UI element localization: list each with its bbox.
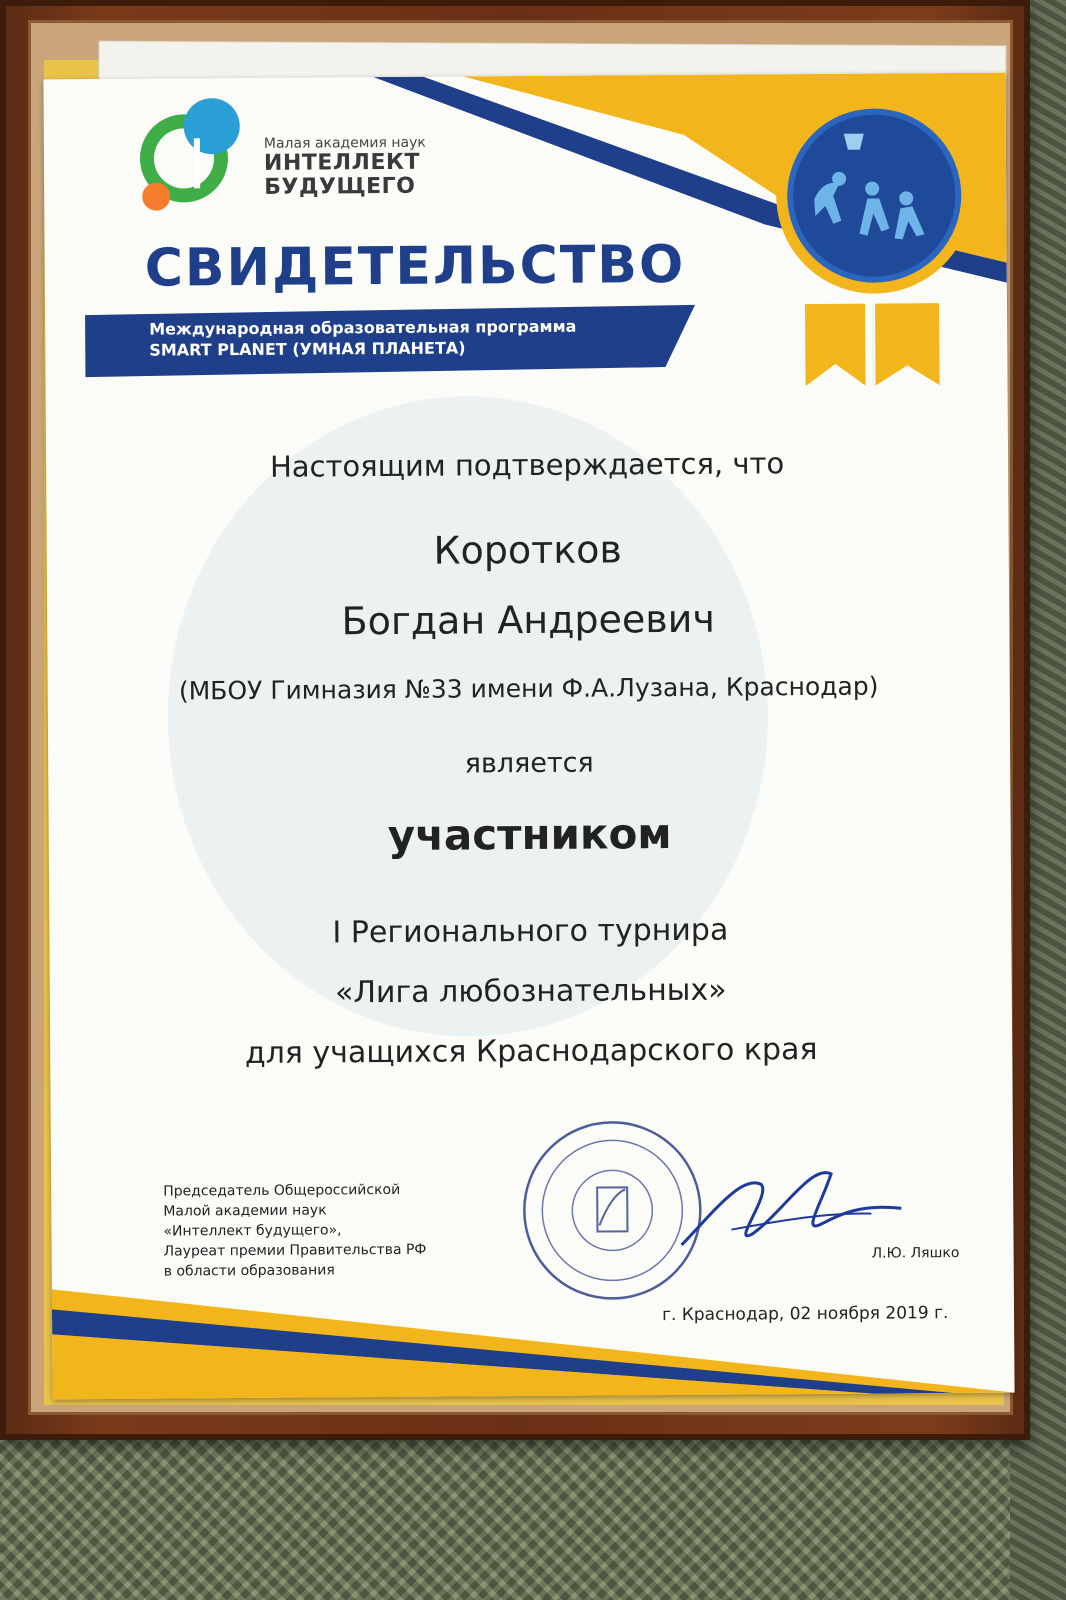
chair-line: в области образования [163,1262,335,1280]
certificate-title: СВИДЕТЕЛЬСТВО [144,234,686,299]
certificate [43,73,1014,1400]
medal-ribbon-left [805,304,866,386]
recipient-surname: Коротков [433,527,623,573]
logo-line-3: БУДУЩЕГО [264,173,416,200]
logo-line-2: ИНТЕЛЛЕКТ [263,149,421,176]
chair-line: Лауреат премии Правительства РФ [163,1241,427,1260]
logo-text [264,135,426,200]
recipient-school: (МБОУ Гимназия №33 имени Ф.А.Лузана, Краснодар) [178,671,879,706]
tournament-line-1: I Регионального турнира [332,912,729,951]
tournament-line-3: для учащихся Краснодарского края [244,1031,818,1071]
chair-line: «Интеллект будущего», [163,1222,342,1240]
logo-line-1: Малая академия наук [263,134,426,152]
chair-line: Председатель Общероссийской [163,1181,401,1200]
program-line-2: SMART PLANET (УМНАЯ ПЛАНЕТА) [149,338,466,360]
is-text: является [464,747,594,780]
recipient-role: участником [387,809,672,860]
program-line-1: Международная образовательная программа [149,316,577,339]
signer-name: Л.Ю. Ляшко [871,1245,960,1262]
chair-line: Малой академии наук [163,1202,327,1220]
medal-ribbon-right [875,303,940,385]
program-name [149,316,577,361]
carpet-background [0,1420,1066,1600]
chair-title [163,1180,427,1282]
tournament-line-2: «Лига любознательных» [334,972,727,1011]
logo-mark [140,98,241,211]
place-and-date: г. Краснодар, 02 ноября 2019 г. [661,1303,949,1326]
recipient-given-names: Богдан Андреевич [341,596,715,644]
confirm-text: Настоящим подтверждается, что [269,446,785,484]
